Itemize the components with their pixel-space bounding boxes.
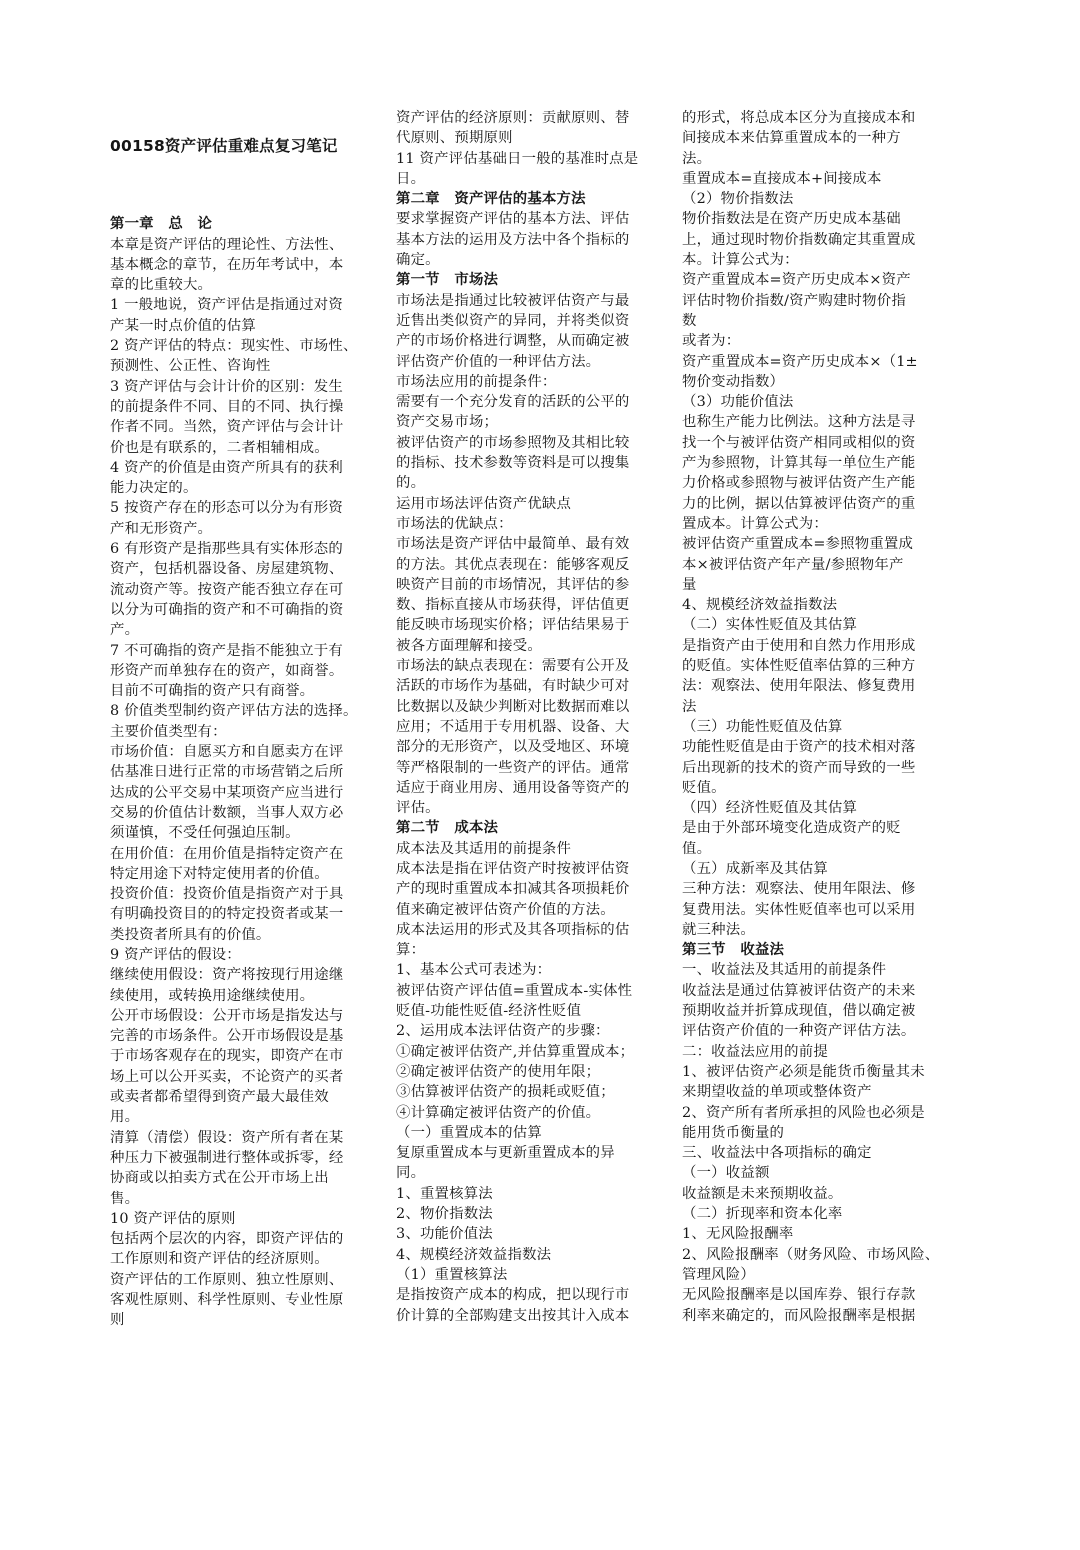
text-line: 能反映市场现实价格；评估结果易于	[396, 617, 630, 634]
text-line: 清算（清偿）假设：资产所有者在某	[110, 1129, 344, 1146]
text-line: 被评估资产的市场参照物及其相比较	[396, 434, 630, 451]
text-line: 以分为可确指的资产和不可确指的资	[110, 601, 344, 618]
text-line: 价也是有联系的，二者相辅相成。	[110, 439, 329, 456]
text-line: 成本法及其适用的前提条件	[396, 840, 572, 857]
text-line: 估基准日进行正常的市场营销之后所	[110, 764, 344, 781]
section-heading: 第一章 总 论	[110, 216, 213, 233]
text-line: 则	[110, 1312, 125, 1329]
text-line: 须谨慎，不受任何强迫压制。	[110, 825, 300, 842]
text-line: 资产重置成本=资产历史成本×（1±	[682, 353, 918, 370]
text-line: 市场价值：自愿买方和自愿卖方在评	[110, 744, 344, 761]
text-line: 或卖者都希望得到资产最大最佳效	[110, 1089, 329, 1106]
text-line: 就三种法。	[682, 921, 755, 938]
text-line: 作者不同。当然，资产评估与会计计	[110, 419, 344, 436]
text-line: 资产评估的工作原则、独立性原则、	[110, 1271, 344, 1288]
text-line: 在用价值：在用价值是指特定资产在	[110, 845, 344, 862]
text-line: （一）收益额	[682, 1165, 770, 1182]
text-line: 算：	[396, 942, 426, 959]
text-line: 1、基本公式可表述为：	[396, 962, 552, 979]
text-line: 评估资产价值的一种资产评估方法。	[682, 1023, 916, 1040]
text-line: （一）重置成本的估算	[396, 1124, 542, 1141]
text-line: （3）功能价值法	[682, 394, 794, 411]
text-line: 产和无形资产。	[110, 520, 213, 537]
text-column-middle	[396, 108, 672, 1326]
text-line: 被评估资产重置成本=参照物重置成	[682, 536, 914, 553]
text-line: 的形式，将总成本区分为直接成本和	[682, 110, 916, 126]
text-line: 物价指数法是在资产历史成本基础	[682, 211, 901, 228]
section-heading: 第三节 收益法	[682, 942, 785, 959]
text-line: 6 有形资产是指那些具有实体形态的	[110, 541, 343, 558]
text-line: 的方法。其优点表现在：能够客观反	[396, 556, 630, 573]
text-line: 二：收益法应用的前提	[682, 1043, 828, 1060]
text-column-right	[682, 108, 958, 1326]
text-line: 数、指标直接从市场获得，评估值更	[396, 597, 630, 614]
section-heading: 第二节 成本法	[396, 820, 499, 837]
text-line: 协商或以拍卖方式在公开市场上出	[110, 1170, 329, 1187]
text-line: 目前不可确指的资产只有商誉。	[110, 683, 315, 700]
text-line: 章的比重较大。	[110, 277, 213, 294]
text-line: 售。	[110, 1190, 140, 1207]
text-line: 8 价值类型制约资产评估方法的选择。	[110, 703, 358, 720]
text-line: 本章是资产评估的理论性、方法性、	[110, 236, 344, 253]
text-line: 流动资产等。按资产能否独立存在可	[110, 581, 344, 598]
text-line: 价计算的全部购建支出按其计入成本	[396, 1307, 630, 1324]
text-line: 确定。	[396, 252, 440, 269]
text-line: 投资价值：投资价值是指资产对于具	[110, 886, 344, 903]
text-line: 三种方法：观察法、使用年限法、修	[682, 881, 916, 898]
text-line: 成本法是指在评估资产时按被评估资	[396, 860, 630, 877]
text-line: ①确定被评估资产,并估算重置成本；	[396, 1043, 635, 1060]
text-line: 2、运用成本法评估资产的步骤：	[396, 1023, 610, 1040]
text-line: 市场法应用的前提条件：	[396, 373, 557, 390]
text-line: （二）实体性贬值及其估算	[682, 617, 858, 634]
text-line: 的前提条件不同、目的不同、执行操	[110, 398, 344, 415]
text-line: 5 按资产存在的形态可以分为有形资	[110, 500, 343, 517]
text-line: 重置成本=直接成本+间接成本	[682, 170, 882, 187]
text-line: 收益额是未来预期收益。	[682, 1185, 843, 1202]
text-line: 基本概念的章节，在历年考试中，本	[110, 256, 344, 273]
text-line: 后出现新的技术的资产而导致的一些	[682, 759, 916, 776]
text-line: 7 不可确指的资产是指不能独立于有	[110, 642, 343, 659]
text-line: 继续使用假设：资产将按现行用途继	[110, 967, 344, 984]
text-line: 量	[682, 576, 697, 593]
text-line: 等严格限制的一些资产的评估。通常	[396, 759, 630, 776]
text-line: 评估时物价指数/资产购建时物价指	[682, 292, 906, 309]
text-line: （2）物价指数法	[682, 191, 794, 208]
text-line: 应用；不适用于专用机器、设备、大	[396, 718, 630, 735]
text-line: 是指按资产成本的构成，把以现行市	[396, 1287, 630, 1304]
text-line: 10 资产评估的原则	[110, 1210, 236, 1227]
text-line: 能力决定的。	[110, 480, 198, 497]
text-line: 成本法运用的形式及其各项指标的估	[396, 921, 630, 938]
text-line: 2、资产所有者所承担的风险也必须是	[682, 1104, 925, 1121]
text-line: 复原重置成本与更新重置成本的异	[396, 1145, 615, 1162]
text-line: 需要有一个充分发育的活跃的公平的	[396, 394, 630, 411]
text-line: 的指标、技术参数等资料是可以搜集	[396, 455, 630, 472]
text-line: 1、无风险报酬率	[682, 1226, 794, 1243]
text-line: 预期收益并折算成现值，借以确定被	[682, 1003, 916, 1020]
text-line: 部分的无形资产，以及受地区、环境	[396, 739, 630, 756]
text-line: 一、收益法及其适用的前提条件	[682, 962, 887, 979]
text-line: 运用市场法评估资产优缺点	[396, 495, 572, 512]
text-line: 资产评估的经济原则：贡献原则、替	[396, 110, 630, 126]
text-line: 资产重置成本=资产历史成本×资产	[682, 272, 911, 289]
text-line: 1 一般地说，资产评估是指通过对资	[110, 297, 343, 314]
text-line: 完善的市场条件。公开市场假设是基	[110, 1028, 344, 1045]
text-line: 产的现时重置成本扣减其各项损耗价	[396, 881, 630, 898]
text-line: 1、被评估资产必须是能货币衡量其未	[682, 1063, 925, 1080]
text-line: ④计算确定被评估资产的价值。	[396, 1104, 601, 1121]
text-line: 日。	[396, 170, 426, 187]
text-line: 管理风险）	[682, 1266, 755, 1283]
text-line: 贬值。	[682, 779, 726, 796]
text-line: 同。	[396, 1165, 426, 1182]
text-line: 特定用途下对特定使用者的价值。	[110, 865, 329, 882]
text-line: 比数据以及缺少判断对比数据而难以	[396, 698, 630, 715]
text-line: 的贬值。实体性贬值率估算的三种方	[682, 658, 916, 675]
text-line: 上，通过现时物价指数确定其重置成	[682, 231, 916, 248]
text-line: （三）功能性贬值及估算	[682, 718, 843, 735]
text-line: ③估算被评估资产的损耗或贬值；	[396, 1084, 615, 1101]
text-line: 被各方面理解和接受。	[396, 637, 542, 654]
text-line: 用。	[110, 1109, 140, 1126]
text-column-left	[110, 108, 386, 1331]
text-line: 也称生产能力比例法。这种方法是寻	[682, 414, 916, 431]
text-line: 9 资产评估的假设：	[110, 946, 241, 963]
section-heading: 第二章 资产评估的基本方法	[396, 191, 586, 208]
text-line: 功能性贬值是由于资产的技术相对落	[682, 739, 916, 756]
text-line: 的。	[396, 475, 426, 492]
text-line: 间接成本来估算重置成本的一种方	[682, 130, 901, 147]
text-line: 来期望收益的单项或整体资产	[682, 1084, 872, 1101]
text-line: （五）成新率及其估算	[682, 860, 828, 877]
text-line: 场上可以公开买卖，不论资产的买者	[110, 1068, 344, 1085]
text-line: 2、风险报酬率（财务风险、市场风险、	[682, 1246, 940, 1263]
text-line: 力价格或参照物与被评估资产生产能	[682, 475, 916, 492]
text-line: 产为参照物，计算其每一单位生产能	[682, 455, 916, 472]
text-line: 种压力下被强制进行整体或拆零，经	[110, 1149, 344, 1166]
text-line: 工作原则和资产评估的经济原则。	[110, 1251, 329, 1268]
text-line: 4 资产的价值是由资产所具有的获利	[110, 459, 343, 476]
text-line: 找一个与被评估资产相同或相似的资	[682, 434, 916, 451]
text-line: 法	[682, 698, 697, 715]
text-line: 产的市场价格进行调整，从而确定被	[396, 333, 630, 350]
text-line: 市场法的缺点表现在：需要有公开及	[396, 658, 630, 675]
text-line: 无风险报酬率是以国库券、银行存款	[682, 1287, 916, 1304]
text-line: 预测性、公正性、咨询性	[110, 358, 271, 375]
text-line: 4、规模经济效益指数法	[682, 597, 838, 614]
text-line: 或者为：	[682, 333, 741, 350]
text-line: （1）重置核算法	[396, 1266, 508, 1283]
text-line: 包括两个层次的内容，即资产评估的	[110, 1231, 344, 1248]
text-line: 市场法是指通过比较被评估资产与最	[396, 292, 630, 309]
text-line: 是由于外部环境变化造成资产的贬	[682, 820, 901, 837]
text-line: 本×被评估资产年产量/参照物年产	[682, 556, 904, 573]
text-line: （四）经济性贬值及其估算	[682, 800, 858, 817]
text-line: 活跃的市场作为基础，有时缺少可对	[396, 678, 630, 695]
text-line: 代原则、预期原则	[396, 130, 513, 147]
text-line: 产某一时点价值的估算	[110, 317, 256, 334]
text-line: 适应于商业用房、通用设备等资产的	[396, 779, 630, 796]
text-line: 于市场客观存在的现实，即资产在市	[110, 1048, 344, 1065]
text-line: 被评估资产评估值=重置成本-实体性	[396, 982, 633, 999]
text-line: 复费用法。实体性贬值率也可以采用	[682, 901, 916, 918]
text-line: 有明确投资目的的特定投资者或某一	[110, 906, 344, 923]
text-line: 置成本。计算公式为：	[682, 515, 828, 532]
text-line: 评估。	[396, 800, 440, 817]
text-line: 数	[682, 312, 697, 329]
text-line: 4、规模经济效益指数法	[396, 1246, 552, 1263]
text-line: 利率来确定的，而风险报酬率是根据	[682, 1307, 916, 1324]
text-line: 能用货币衡量的	[682, 1124, 785, 1141]
text-line: 2、物价指数法	[396, 1206, 493, 1223]
text-line: 本。计算公式为：	[682, 252, 799, 269]
text-line: 市场法的优缺点：	[396, 515, 513, 532]
text-line: 值来确定被评估资产价值的方法。	[396, 901, 615, 918]
text-line: ②确定被评估资产的使用年限；	[396, 1063, 601, 1080]
text-line: 物价变动指数）	[682, 373, 785, 390]
text-line: 力的比例，据以估算被评估资产的重	[682, 495, 916, 512]
text-line: 产。	[110, 622, 140, 639]
text-line: 达成的公平交易中某项资产应当进行	[110, 784, 344, 801]
text-line: 续使用，或转换用途继续使用。	[110, 987, 315, 1004]
text-line: 形资产而单独存在的资产，如商誉。	[110, 662, 344, 679]
text-line: 值。	[682, 840, 712, 857]
text-line: 主要价值类型有：	[110, 723, 227, 740]
text-line: 法：观察法、使用年限法、修复费用	[682, 678, 916, 695]
text-line: （二）折现率和资本化率	[682, 1206, 843, 1223]
text-line: 三、收益法中各项指标的确定	[682, 1145, 872, 1162]
text-line: 类投资者所具有的价值。	[110, 926, 271, 943]
text-line: 11 资产评估基础日一般的基准时点是	[396, 150, 639, 167]
text-line: 法。	[682, 150, 712, 167]
text-line: 近售出类似资产的异同，并将类似资	[396, 312, 630, 329]
text-line: 3、功能价值法	[396, 1226, 493, 1243]
text-line: 收益法是通过估算被评估资产的未来	[682, 982, 916, 999]
section-heading: 第一节 市场法	[396, 272, 499, 289]
text-line: 是指资产由于使用和自然力作用形成	[682, 637, 916, 654]
text-line: 贬值-功能性贬值-经济性贬值	[396, 1003, 582, 1020]
text-line: 市场法是资产评估中最简单、最有效	[396, 536, 630, 553]
text-line: 评估资产价值的一种评估方法。	[396, 353, 601, 370]
document-title: 00158资产评估重难点复习笔记	[110, 137, 338, 155]
text-line: 3 资产评估与会计计价的区别：发生	[110, 378, 343, 395]
text-line: 资产交易市场；	[396, 414, 499, 431]
text-line: 资产，包括机器设备、房屋建筑物、	[110, 561, 344, 578]
text-line: 公开市场假设：公开市场是指发达与	[110, 1007, 344, 1024]
text-line: 基本方法的运用及方法中各个指标的	[396, 231, 630, 248]
text-line: 要求掌握资产评估的基本方法、评估	[396, 211, 630, 228]
text-line: 2 资产评估的特点：现实性、市场性、	[110, 338, 358, 355]
text-line: 映资产目前的市场情况，其评估的参	[396, 576, 630, 593]
text-line: 交易的价值估计数额，当事人双方必	[110, 804, 344, 821]
text-line: 客观性原则、科学性原则、专业性原	[110, 1292, 344, 1309]
text-line: 1、重置核算法	[396, 1185, 493, 1202]
